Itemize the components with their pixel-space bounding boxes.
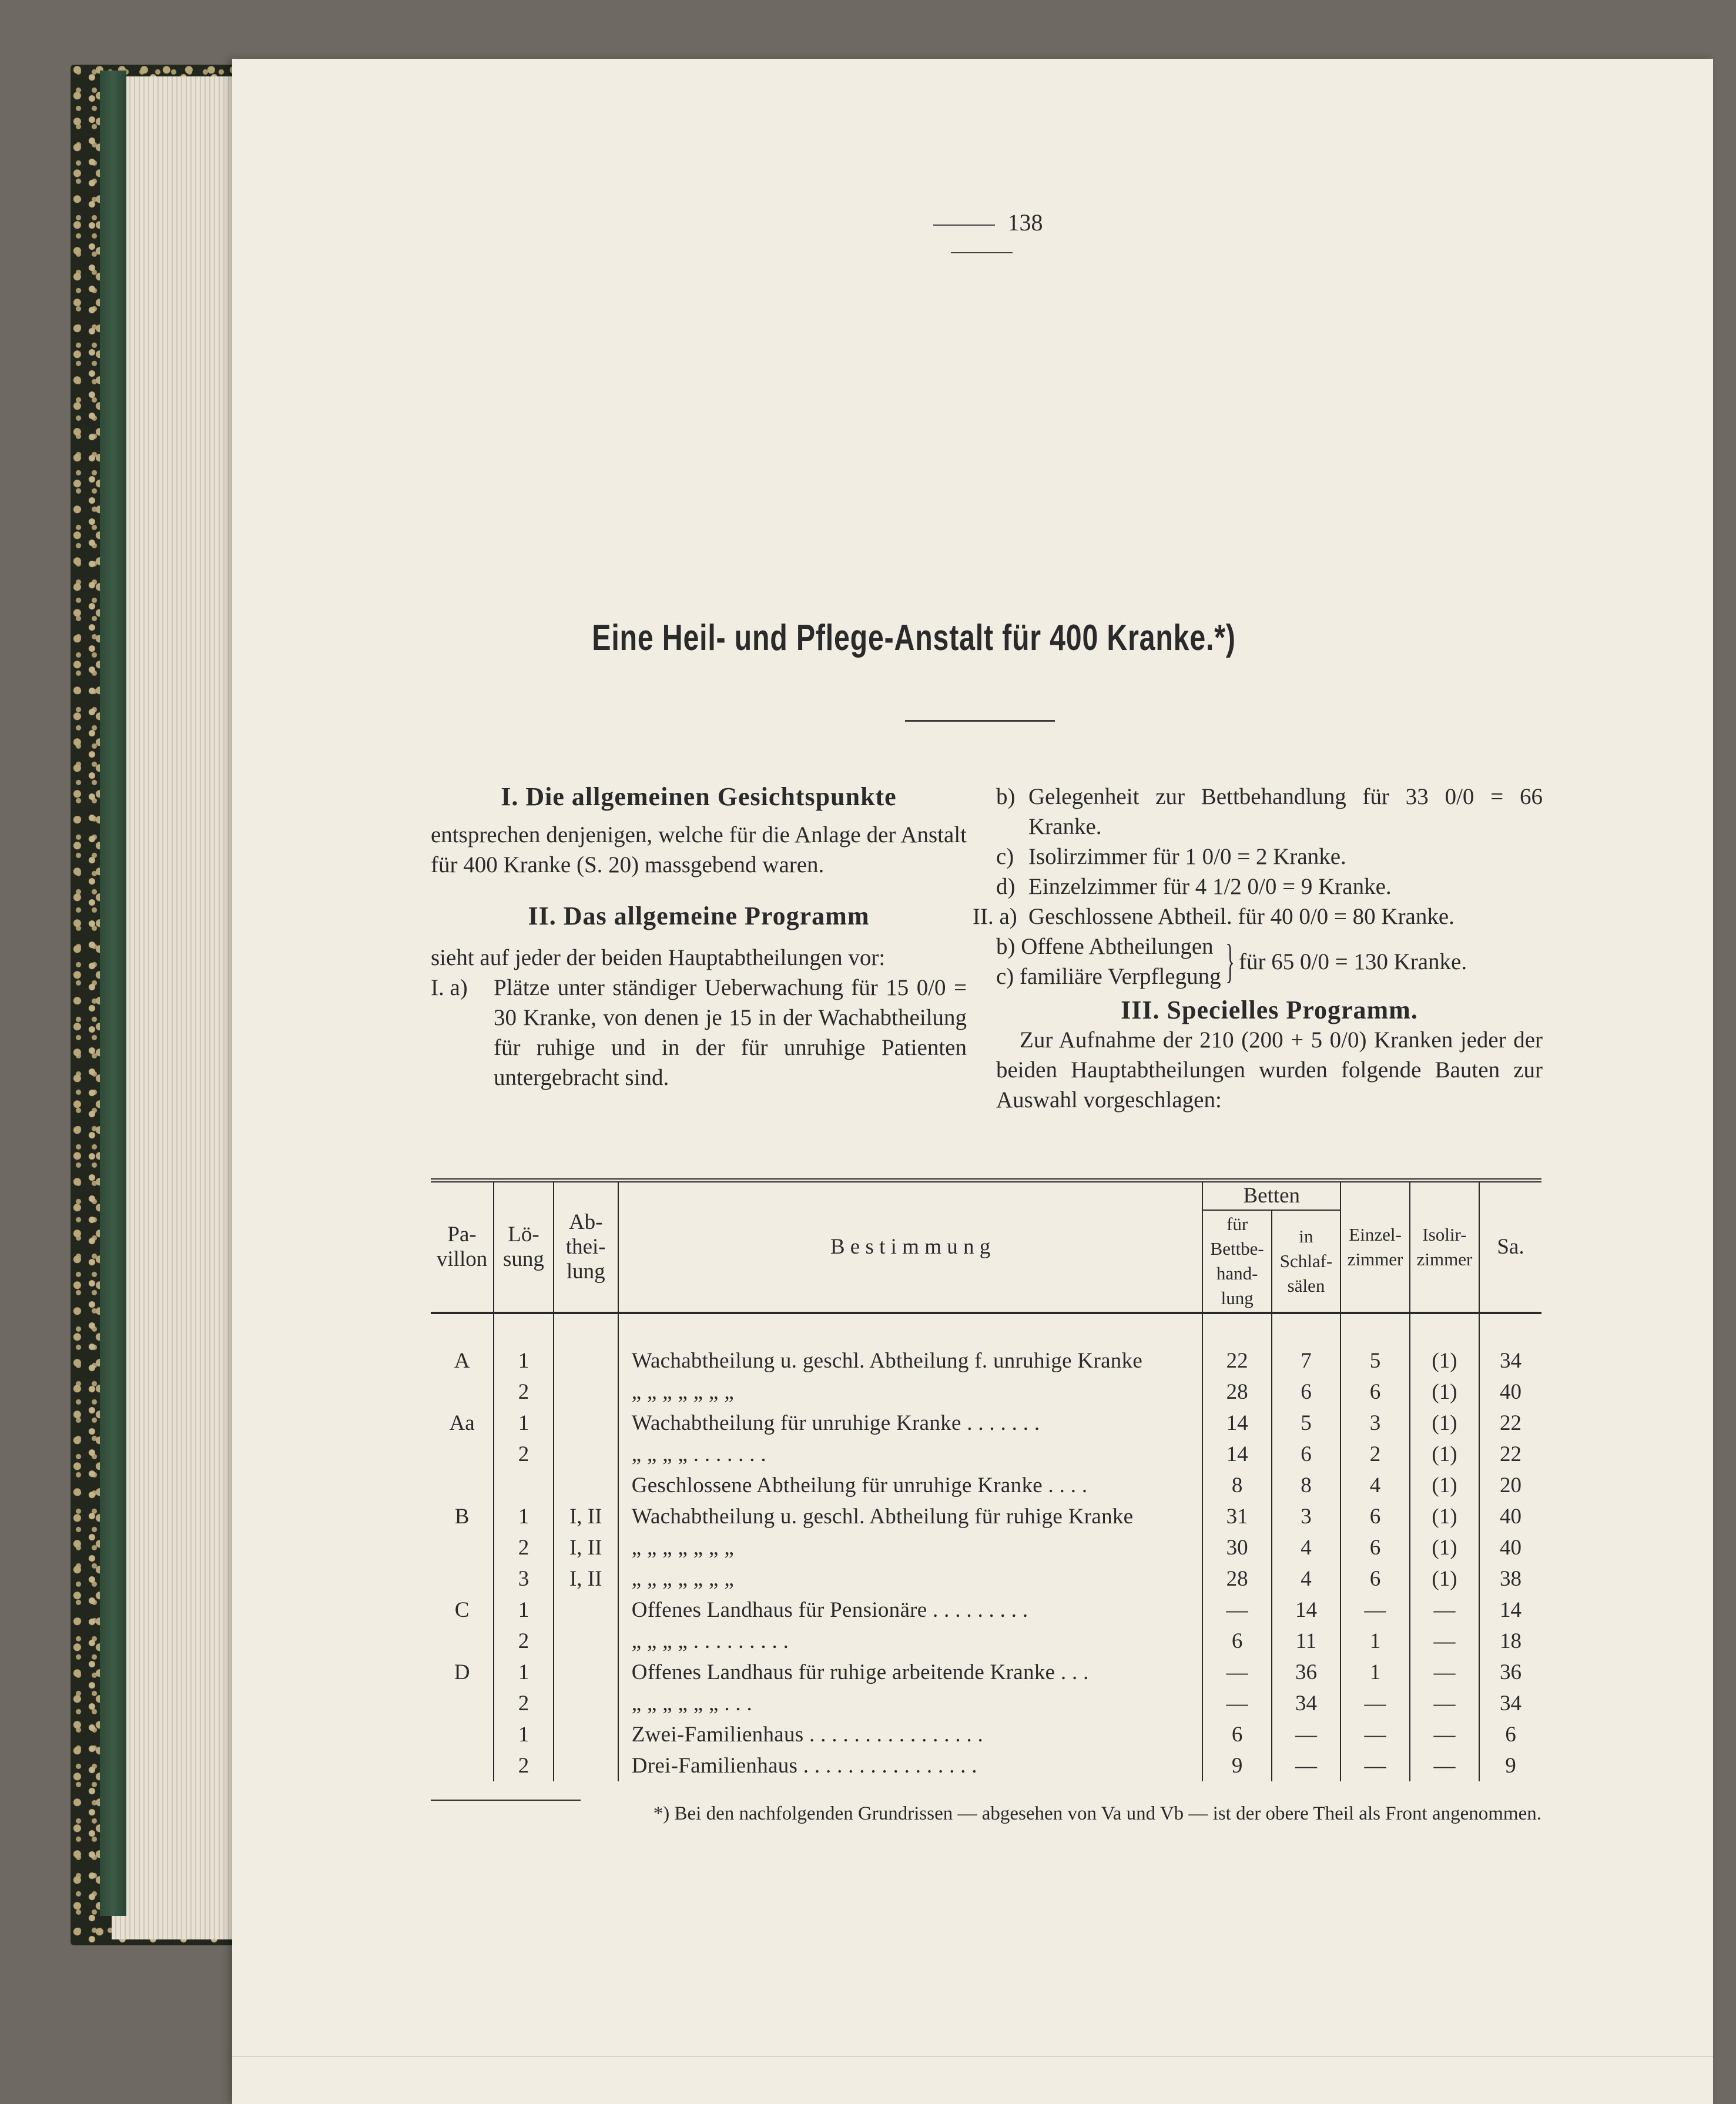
cell-bett: 28 — [1202, 1376, 1271, 1408]
table-body — [431, 1313, 1541, 1781]
folio-dash-right — [951, 252, 1013, 253]
table-row — [431, 1470, 1541, 1501]
header-abtheilung: Ab-thei-lung — [554, 1181, 618, 1314]
cell-bestimmung: Wachabtheilung für unruhige Kranke . . . . . . . — [618, 1408, 1203, 1439]
table-row — [431, 1688, 1541, 1719]
cell-isolir: — — [1410, 1594, 1479, 1626]
table-header — [431, 1181, 1541, 1314]
table-row — [431, 1501, 1541, 1532]
cell-abth — [554, 1688, 618, 1719]
cell-pavillon — [431, 1750, 494, 1781]
item-text: Isolirzimmer für 1 0/0 = 2 Kranke. — [1028, 844, 1346, 869]
cell-schlaf: 11 — [1272, 1626, 1340, 1657]
program-item-c — [996, 842, 1543, 872]
item-text: Plätze unter ständiger Ueberwachung für 15 0/0 = 30 Kranke, von denen je 15 in der Wachabtheilung für ruhige und in der für unruhige Patienten untergebracht sind. — [494, 975, 967, 1090]
cell-loesung — [494, 1470, 554, 1501]
cell-bett: — — [1202, 1594, 1271, 1626]
cell-pavillon: A — [454, 1349, 470, 1373]
cell-isolir: (1) — [1410, 1408, 1479, 1439]
cell-bett: 14 — [1202, 1439, 1271, 1470]
program-item-Ia — [431, 973, 967, 1093]
cell-einzel: — — [1340, 1750, 1410, 1781]
cell-einzel: 6 — [1340, 1501, 1410, 1532]
cell-sa: 14 — [1479, 1594, 1541, 1626]
cell-pavillon — [431, 1719, 494, 1750]
table-row — [431, 1376, 1541, 1408]
footnote: *) Bei den nachfolgenden Grundrissen — abgesehen von Va und Vb — ist der obere Theil als Front angenommen. — [653, 1803, 1541, 1824]
table-row — [431, 1345, 1541, 1376]
cell-einzel: 1 — [1340, 1626, 1410, 1657]
section2-heading: II. Das allgemeine Programm — [528, 902, 870, 930]
header-in-schlaf: in Schlaf-sälen — [1272, 1210, 1340, 1313]
cell-schlaf: — — [1272, 1750, 1340, 1781]
table-spacer-row — [431, 1313, 1541, 1345]
header-betten: Betten — [1202, 1181, 1340, 1211]
footnote-rule — [431, 1800, 581, 1801]
cell-sa: 22 — [1479, 1439, 1541, 1470]
cell-pavillon — [431, 1439, 494, 1470]
table-row — [431, 1439, 1541, 1470]
cell-abth — [554, 1719, 618, 1750]
header-bestimmung: B e s t i m m u n g — [618, 1181, 1203, 1314]
cell-abth — [554, 1345, 618, 1376]
program-item-brace — [996, 932, 1543, 991]
cell-isolir: (1) — [1410, 1501, 1479, 1532]
curly-brace-icon: } — [1225, 936, 1235, 987]
cell-einzel: 5 — [1340, 1345, 1410, 1376]
cell-loesung: 3 — [494, 1563, 554, 1594]
folio-dash-left — [933, 225, 995, 226]
cell-loesung: 2 — [494, 1376, 554, 1408]
section1-heading: I. Die allgemeinen Gesichtspunkte — [501, 782, 897, 811]
cell-schlaf: 14 — [1272, 1594, 1340, 1626]
cell-abth — [554, 1376, 618, 1408]
table-row — [431, 1563, 1541, 1594]
header-isolir: Isolir-zimmer — [1410, 1181, 1479, 1314]
cell-schlaf: 7 — [1272, 1345, 1340, 1376]
cell-loesung: 1 — [494, 1594, 554, 1626]
cell-loesung: 2 — [494, 1439, 554, 1470]
cell-loesung: 1 — [494, 1345, 554, 1376]
cell-sa: 34 — [1479, 1345, 1541, 1376]
brace-lines — [996, 932, 1221, 991]
cell-pavillon: B — [454, 1505, 470, 1529]
cell-bett: 6 — [1202, 1626, 1271, 1657]
cell-pavillon — [431, 1470, 494, 1501]
item-label: b) — [996, 784, 1016, 809]
cell-bestimmung: Geschlossene Abtheilung für unruhige Kranke . . . . — [618, 1470, 1203, 1501]
cell-bestimmung: Offenes Landhaus für ruhige arbeitende Kranke . . . — [618, 1657, 1203, 1688]
header-pavillon: Pa-villon — [431, 1181, 494, 1314]
cell-bett: 28 — [1202, 1563, 1271, 1594]
cell-einzel: 1 — [1340, 1657, 1410, 1688]
cell-einzel: — — [1340, 1594, 1410, 1626]
cell-einzel: 6 — [1340, 1376, 1410, 1408]
cell-isolir: — — [1410, 1657, 1479, 1688]
cell-pavillon — [431, 1626, 494, 1657]
cell-schlaf: 6 — [1272, 1439, 1340, 1470]
program-item-b — [996, 782, 1543, 842]
cell-schlaf: 6 — [1272, 1376, 1340, 1408]
header-fuer-bett: für Bettbe-hand-lung — [1202, 1210, 1271, 1313]
cell-pavillon: Aa — [449, 1411, 475, 1435]
cell-isolir: (1) — [1410, 1470, 1479, 1501]
section3-heading: III. Specielles Programm. — [1121, 996, 1418, 1024]
cell-loesung: 1 — [494, 1408, 554, 1439]
cell-bestimmung: „ „ „ „ „ „ „ — [618, 1376, 1203, 1408]
cell-bestimmung: Wachabtheilung u. geschl. Abtheilung für ruhige Kranke — [618, 1501, 1203, 1532]
cell-bett: 9 — [1202, 1750, 1271, 1781]
cell-sa: 34 — [1479, 1688, 1541, 1719]
cell-pavillon — [431, 1563, 494, 1594]
brace-item-b: b) Offene Abtheilungen — [996, 934, 1214, 959]
cell-bestimmung: Offenes Landhaus für Pensionäre . . . . . . . . . — [618, 1594, 1203, 1626]
cell-isolir: — — [1410, 1688, 1479, 1719]
cell-sa: 40 — [1479, 1532, 1541, 1563]
program-item-IIa — [973, 902, 1543, 932]
cell-sa: 36 — [1479, 1657, 1541, 1688]
cell-abth — [554, 1594, 618, 1626]
cell-schlaf: 5 — [1272, 1408, 1340, 1439]
page-title: Eine Heil- und Pflege-Anstalt für 400 Kranke.*) — [592, 618, 1236, 658]
cell-einzel: 3 — [1340, 1408, 1410, 1439]
item-label: II. a) — [973, 904, 1017, 929]
cell-loesung: 2 — [494, 1626, 554, 1657]
cell-schlaf: 34 — [1272, 1688, 1340, 1719]
cell-sa: 20 — [1479, 1470, 1541, 1501]
table-row — [431, 1750, 1541, 1781]
cell-abth: I, II — [554, 1501, 618, 1532]
header-sa: Sa. — [1479, 1181, 1541, 1314]
cell-sa: 22 — [1479, 1408, 1541, 1439]
cell-schlaf: 4 — [1272, 1563, 1340, 1594]
cell-einzel: — — [1340, 1719, 1410, 1750]
cell-loesung: 1 — [494, 1501, 554, 1532]
cell-sa: 9 — [1479, 1750, 1541, 1781]
cell-bett: — — [1202, 1657, 1271, 1688]
cell-loesung: 2 — [494, 1750, 554, 1781]
table-row — [431, 1408, 1541, 1439]
buildings-table — [431, 1178, 1541, 1781]
item-text: Gelegenheit zur Bettbehandlung für 33 0/0 = 66 Kranke. — [1028, 784, 1543, 839]
cell-abth: I, II — [554, 1563, 618, 1594]
table-row — [431, 1594, 1541, 1626]
cell-bett: 30 — [1202, 1532, 1271, 1563]
cell-sa: 18 — [1479, 1626, 1541, 1657]
cell-einzel: 6 — [1340, 1532, 1410, 1563]
table-row — [431, 1719, 1541, 1750]
cell-schlaf: 4 — [1272, 1532, 1340, 1563]
cell-loesung: 2 — [494, 1532, 554, 1563]
cell-pavillon — [431, 1376, 494, 1408]
cell-abth — [554, 1439, 618, 1470]
cell-schlaf: 36 — [1272, 1657, 1340, 1688]
cell-pavillon: C — [454, 1598, 470, 1622]
cell-einzel: — — [1340, 1688, 1410, 1719]
cell-einzel: 2 — [1340, 1439, 1410, 1470]
cell-isolir: — — [1410, 1719, 1479, 1750]
cell-sa: 6 — [1479, 1719, 1541, 1750]
book-spine — [100, 71, 126, 1916]
right-column — [973, 782, 1543, 1115]
page-edges — [112, 76, 253, 1939]
cell-abth: I, II — [554, 1532, 618, 1563]
cell-isolir: (1) — [1410, 1376, 1479, 1408]
cell-pavillon: D — [454, 1660, 470, 1684]
cell-bett: — — [1202, 1688, 1271, 1719]
cell-sa: 40 — [1479, 1501, 1541, 1532]
cell-pavillon — [431, 1532, 494, 1563]
header-loesung: Lö-sung — [494, 1181, 554, 1314]
cell-pavillon — [431, 1688, 494, 1719]
cell-abth — [554, 1657, 618, 1688]
brace-result: für 65 0/0 = 130 Kranke. — [1239, 949, 1467, 974]
cell-abth — [554, 1750, 618, 1781]
cell-bestimmung: Zwei-Familienhaus . . . . . . . . . . . . . . . . — [618, 1719, 1203, 1750]
table-row — [431, 1532, 1541, 1563]
cell-bett: 6 — [1202, 1719, 1271, 1750]
program-item-d — [996, 872, 1543, 902]
cell-schlaf: 3 — [1272, 1501, 1340, 1532]
cell-isolir: (1) — [1410, 1439, 1479, 1470]
item-text: Geschlossene Abtheil. für 40 0/0 = 80 Kranke. — [1028, 904, 1455, 929]
cell-schlaf: 8 — [1272, 1470, 1340, 1501]
folio-text: 138 — [1007, 209, 1043, 236]
table-row — [431, 1626, 1541, 1657]
cell-abth — [554, 1626, 618, 1657]
page-number — [879, 209, 1084, 264]
section3-text: Zur Aufnahme der 210 (200 + 5 0/0) Kranken jeder der beiden Hauptabtheilungen wurden folgende Bauten zur Auswahl vorgeschlagen: — [996, 1027, 1543, 1113]
cell-abth — [554, 1408, 618, 1439]
cell-bestimmung: Wachabtheilung u. geschl. Abtheilung f. unruhige Kranke — [618, 1345, 1203, 1376]
cell-bett: 31 — [1202, 1501, 1271, 1532]
cell-sa: 38 — [1479, 1563, 1541, 1594]
section1-text: entsprechen denjenigen, welche für die Anlage der Anstalt für 400 Kranke (S. 20) massgebend waren. — [431, 822, 967, 877]
section2-text: sieht auf jeder der beiden Hauptabtheilungen vor: — [431, 945, 886, 970]
left-column — [431, 782, 967, 1093]
cell-sa: 40 — [1479, 1376, 1541, 1408]
cell-isolir: (1) — [1410, 1532, 1479, 1563]
cell-einzel: 4 — [1340, 1470, 1410, 1501]
cell-bett: 14 — [1202, 1408, 1271, 1439]
cell-abth — [554, 1470, 618, 1501]
cell-bestimmung: „ „ „ „ . . . . . . . — [618, 1439, 1203, 1470]
cell-bestimmung: „ „ „ „ . . . . . . . . . — [618, 1626, 1203, 1657]
cell-loesung: 1 — [494, 1657, 554, 1688]
item-label: d) — [996, 874, 1016, 899]
item-text: Einzelzimmer für 4 1/2 0/0 = 9 Kranke. — [1028, 874, 1392, 899]
cell-isolir: — — [1410, 1750, 1479, 1781]
item-label: c) — [996, 844, 1014, 869]
cell-bett: 22 — [1202, 1345, 1271, 1376]
cell-einzel: 6 — [1340, 1563, 1410, 1594]
brace-item-c: c) familiäre Verpflegung — [996, 964, 1221, 989]
title-rule — [905, 720, 1055, 722]
cell-loesung: 2 — [494, 1688, 554, 1719]
cell-bestimmung: „ „ „ „ „ „ „ — [618, 1563, 1203, 1594]
item-label: I. a) — [431, 975, 468, 1000]
cell-bestimmung: Drei-Familienhaus . . . . . . . . . . . . . . . . — [618, 1750, 1203, 1781]
cell-bett: 8 — [1202, 1470, 1271, 1501]
cell-loesung: 1 — [494, 1719, 554, 1750]
cell-isolir: — — [1410, 1626, 1479, 1657]
cell-bestimmung: „ „ „ „ „ „ „ — [618, 1532, 1203, 1563]
cell-bestimmung: „ „ „ „ „ „ . . . — [618, 1688, 1203, 1719]
table-row — [431, 1657, 1541, 1688]
cell-schlaf: — — [1272, 1719, 1340, 1750]
page-fold-line — [232, 2056, 1713, 2057]
header-einzel: Einzel-zimmer — [1340, 1181, 1410, 1314]
cell-isolir: (1) — [1410, 1563, 1479, 1594]
cell-isolir: (1) — [1410, 1345, 1479, 1376]
